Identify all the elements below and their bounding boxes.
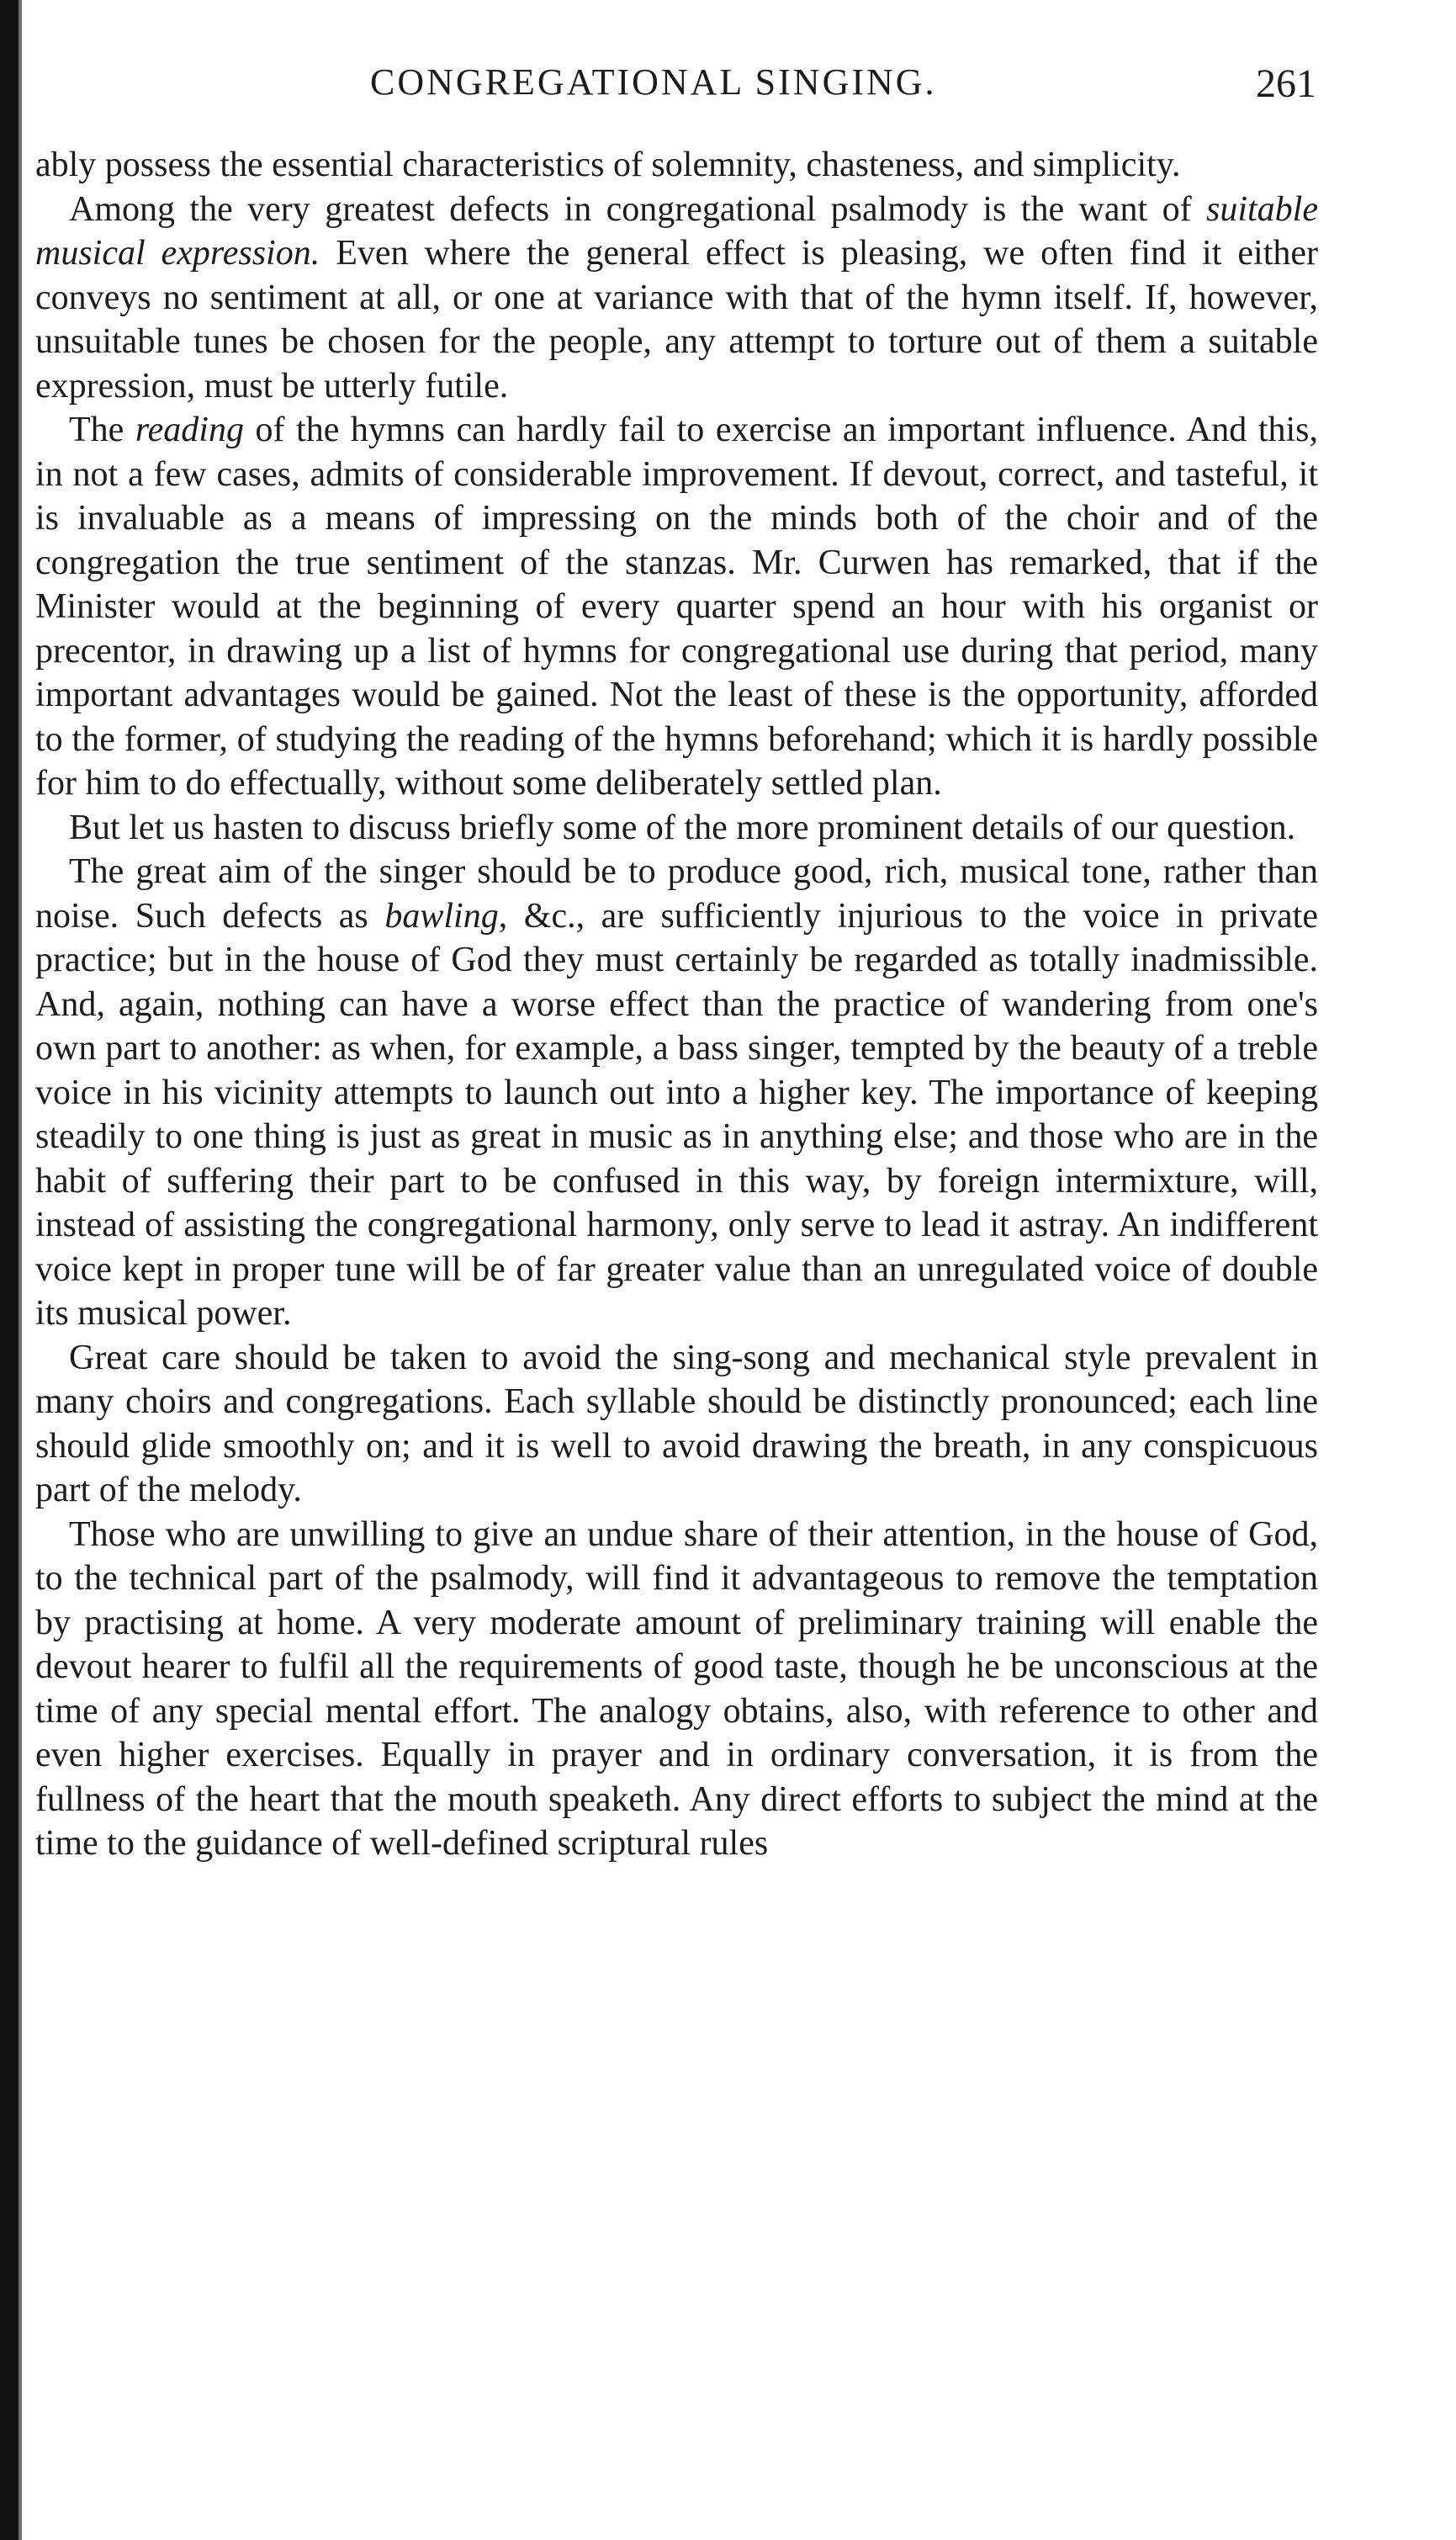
page-header (34, 61, 1316, 119)
paragraph (35, 143, 1318, 188)
italic-phrase: bawling (384, 896, 499, 936)
book-binding-edge (19, 0, 22, 2540)
paragraph (35, 806, 1318, 851)
book-binding-gutter (0, 0, 19, 2540)
page-number: 261 (1256, 61, 1316, 106)
paragraph (35, 1513, 1318, 1866)
text-run: ably possess the essential characteristics of solemnity, chasteness, and simplicity. (35, 146, 1181, 184)
text-run: Great care should be taken to avoid the sing-song and mechanical style prevalent in many choirs and congregations. Each syllable should be distinctly pronounced; each line should glide smoothly on; and it is well to avoid drawing the breath, in any conspicuous part of the melody. (35, 1338, 1318, 1509)
text-run: , &c., are sufficiently injurious to the voice in private practice; but in the house of God they must certainly be regarded as totally inadmissible. And, again, nothing can have a worse effect than the practice of wandering from one's own part to another: as when, for example, a bass singer, tempted by the beauty of a treble voice in his vicinity attempts to launch out into a higher key. The importance of keeping steadily to one thing is just as great in music as in anything else; and those who are in the habit of suffering their part to be confused in this way, by foreign intermixture, will, instead of assisting the congregational harmony, only serve to lead it astray. An indifferent voice kept in proper tune will be of far greater value than an unregulated voice of double its musical power. (35, 896, 1318, 1333)
text-run: of the hymns can hardly fail to exercise an important influence. And this, in not a few cases, admits of considerable improvement. If devout, correct, and tasteful, it is invaluable as a means of impressing on the minds both of the choir and of the congregation the true sentiment of the stanzas. Mr. Curwen has remarked, that if the Minister would at the beginning of every quarter spend an hour with his organist or precentor, in drawing up a list of hymns for congregational use during that period, many important advantages would be gained. Not the least of these is the opportunity, afforded to the former, of studying the reading of the hymns beforehand; which it is hardly possible for him to do effectually, without some deliberately settled plan. (35, 411, 1319, 803)
paragraph (35, 850, 1318, 1336)
italic-phrase: reading (135, 411, 244, 449)
text-run: The great aim of the singer should be to produce good, rich, musical tone, rather than noise. Such defects as (35, 852, 1318, 936)
text-run: The (69, 411, 135, 449)
text-run: Those who are unwilling to give an undue share of their attention, in the house of God, to the technical part of the psalmody, will find it advantageous to remove the temptation by practising at home. A very moderate amount of preliminary training will enable the devout hearer to fulfil all the requirements of good taste, though he be unconscious at the time of any special mental effort. The analogy obtains, also, with reference to other and even higher exercises. Equally in prayer and in ordinary conversation, it is from the fullness of the heart that the mouth speaketh. Any direct efforts to subject the mind at the time to the guidance of well-defined scriptural rules (35, 1514, 1318, 1863)
paragraph (35, 408, 1318, 806)
text-run: But let us hasten to discuss briefly some of the more prominent details of our question. (69, 808, 1296, 847)
paragraph (35, 1336, 1318, 1513)
running-head: CONGREGATIONAL SINGING. (370, 61, 937, 103)
italic-phrase: suitable musical expression. (35, 189, 1318, 273)
text-run: Among the very greatest defects in congregational psalmody is the want of (69, 189, 1206, 229)
body-text (35, 143, 1318, 1866)
paragraph (35, 188, 1318, 409)
text-run: Even where the general effect is pleasing, we often find it either conveys no sentiment at all, or one at variance with that of the hymn itself. If, however, unsuitable tunes be chosen for the people, any attempt to torture out of them a suitable expression, must be utterly futile. (35, 234, 1318, 406)
